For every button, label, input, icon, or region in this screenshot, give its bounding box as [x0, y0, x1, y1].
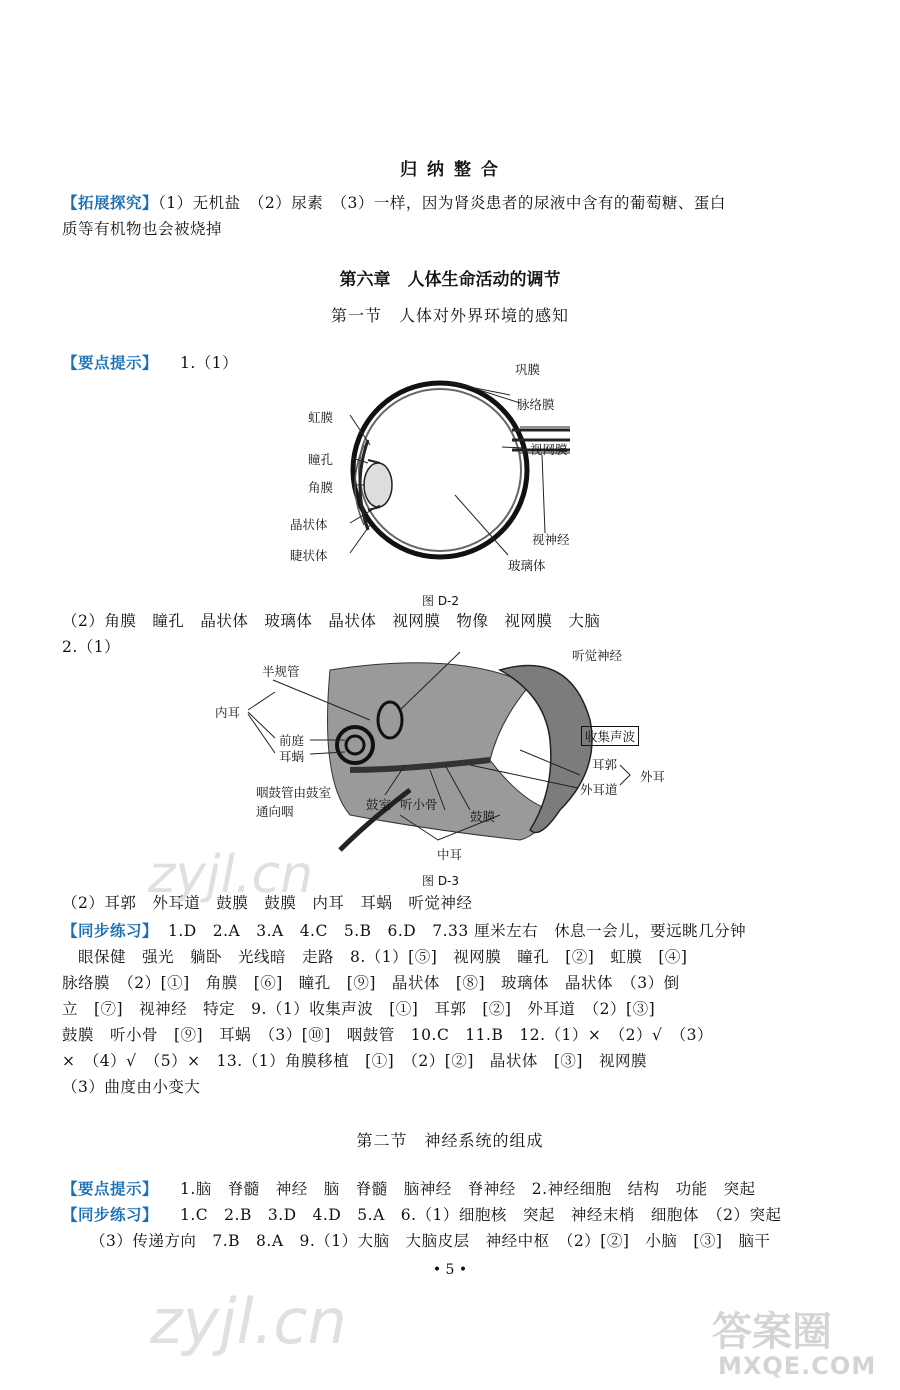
sync1-line-5: 鼓膜 听小骨 [⑨] 耳蜗 （3）[⑩] 咽鼓管 10.C 11.B 12.（1）× （2）√ （3） [62, 1026, 713, 1044]
chapter-title: 第六章 人体生命活动的调节 [339, 270, 561, 290]
ear-figure-caption: 图 D-3 [422, 874, 460, 888]
label-erwo: 耳蜗 [279, 749, 305, 764]
label-waierdao: 外耳道 [580, 782, 618, 797]
key-points-1-tag: 【要点提示】 [62, 354, 159, 372]
explore-text-1: （1）无机盐 （2）尿素 （3）一样，因为肾炎患者的尿液中含有的葡萄糖、蛋白 [158, 194, 726, 212]
sync1-line-2: 眼保健 强光 躺卧 光线暗 走路 8.（1）[⑤] 视网膜 瞳孔 [②] 虹膜 [④] [62, 948, 688, 966]
sync1-line-7: （3）曲度由小变大 [62, 1078, 201, 1096]
eye-diagram [280, 355, 600, 585]
label-gushi: 鼓室 [366, 797, 392, 812]
label-yangu-2: 通向咽 [256, 804, 294, 819]
watermark-mxqe-top: 答案圈 [712, 1309, 832, 1355]
key-points-2-text: 1.脑 脊髓 神经 脑 脊髓 脑神经 脊神经 2.神经细胞 结构 功能 突起 [180, 1180, 756, 1198]
label-gumo: 鼓膜 [470, 809, 496, 824]
label-jiezhuangti: 睫状体 [290, 548, 328, 563]
watermark-zyjl-1: zyjl.cn [148, 845, 314, 905]
watermark-zyjl-2: zyjl.cn [150, 1285, 347, 1358]
eye-figure-caption: 图 D-2 [422, 594, 460, 608]
label-gongmo: 巩膜 [515, 362, 541, 377]
sync1-line-4: 立 [⑦] 视神经 特定 9.（1）收集声波 [①] 耳郭 [②] 外耳道 （2）[③] [62, 1000, 656, 1018]
label-jiaomo: 角膜 [308, 480, 334, 495]
key-points-2-tag: 【要点提示】 [62, 1180, 159, 1198]
ear-answers: （2）耳郭 外耳道 鼓膜 鼓膜 内耳 耳蜗 听觉神经 [62, 894, 473, 912]
label-jingzhuangti: 晶状体 [290, 517, 328, 532]
label-yangu-1: 咽鼓管由鼓室 [256, 785, 332, 800]
sync2-text-1: 1.C 2.B 3.D 4.D 5.A 6.（1）细胞核 突起 神经末梢 细胞体 （2）突起 [180, 1206, 782, 1224]
section1-title: 第一节 人体对外界环境的感知 [330, 306, 569, 325]
sync1-line-3: 脉络膜 （2）[①] 角膜 [⑥] 瞳孔 [⑨] 晶状体 [⑧] 玻璃体 晶状体 （3）倒 [62, 974, 680, 992]
sync1-text-1: 1.D 2.A 3.A 4.C 5.B 6.D 7.33 厘米左右 休息一会儿，要远眺几分钟 [168, 922, 747, 940]
sync2-line-1 [62, 1202, 782, 1228]
label-banguiguan: 半规管 [262, 664, 300, 679]
label-hongmo: 虹膜 [308, 410, 334, 425]
key-points-1-item: 1.（1） [180, 354, 239, 372]
label-erkuo: 耳郭 [592, 757, 618, 772]
summary-heading: 归 纳 整 合 [400, 160, 500, 180]
sync1-line-6: × （4）√ （5）× 13.（1）角膜移植 [①] （2）[②] 晶状体 [③] 视网膜 [62, 1052, 647, 1070]
watermark-mxqe-bottom: MXQE.COM [718, 1352, 877, 1380]
label-tongkong: 瞳孔 [308, 452, 334, 467]
section2-title: 第二节 神经系统的组成 [356, 1131, 544, 1150]
sync1-line-1 [62, 918, 746, 944]
label-waier: 外耳 [640, 769, 666, 784]
sync2-tag: 【同步练习】 [62, 1206, 159, 1224]
key-points-2 [62, 1176, 756, 1202]
explore-line-2: 质等有机物也会被烧掉 [62, 220, 223, 238]
label-tingxiaogu: 听小骨 [400, 797, 438, 812]
label-neier: 内耳 [215, 705, 241, 720]
eye-answers: （2）角膜 瞳孔 晶状体 玻璃体 晶状体 视网膜 物像 视网膜 大脑 [62, 612, 601, 630]
label-tingjueshenjing: 听觉神经 [572, 648, 623, 663]
explore-tag: 【拓展探究】 [62, 194, 159, 212]
sync2-line-2: （3）传递方向 7.B 8.A 9.（1）大脑 大脑皮层 神经中枢 （2）[②] 小脑 [③] 脑干 [90, 1232, 771, 1250]
label-zhonger: 中耳 [437, 847, 463, 862]
label-qianting: 前庭 [279, 733, 305, 748]
explore-line-1 [62, 190, 726, 216]
item-2: 2.（1） [62, 638, 121, 656]
key-points-1 [62, 350, 238, 376]
label-boliti: 玻璃体 [508, 558, 546, 573]
label-shoujishengbo: 收集声波 [581, 726, 639, 746]
label-mailuomo: 脉络膜 [517, 397, 555, 412]
page-number: • 5 • [432, 1262, 468, 1278]
label-shiwangmo: 视网膜 [530, 442, 568, 457]
sync1-tag: 【同步练习】 [62, 922, 159, 940]
label-shishenjing: 视神经 [532, 532, 570, 547]
